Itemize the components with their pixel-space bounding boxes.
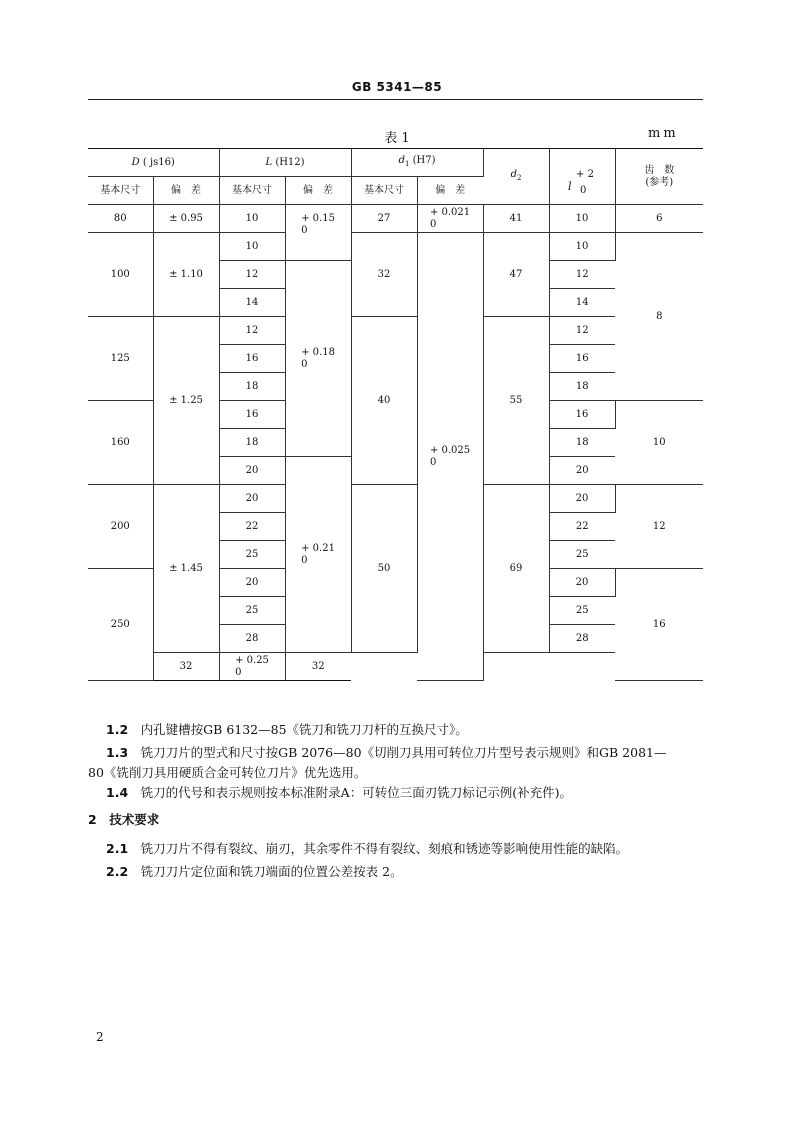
subheader-dev: 偏 差 xyxy=(285,177,351,205)
table-cell: 22 xyxy=(549,513,615,541)
table-cell: 16 xyxy=(219,345,285,373)
table-cell: 41 xyxy=(483,205,549,233)
paragraph-2-1: 2.1 铣刀刀片不得有裂纹、崩刃，其余零件不得有裂纹、刻痕和锈迹等影响使用性能的缺陷。 xyxy=(106,841,629,856)
table-cell: 18 xyxy=(549,373,615,401)
table-cell: 27 xyxy=(351,205,417,233)
table-cell: 14 xyxy=(219,289,285,317)
table-cell: ± 1.45 xyxy=(153,485,219,653)
table-cell: 12 xyxy=(219,261,285,289)
table-cell: 160 xyxy=(88,401,153,485)
page-number: 2 xyxy=(96,1030,104,1044)
table-cell: + 0.025 0 xyxy=(417,233,483,681)
table-cell: 32 xyxy=(153,653,219,681)
table-cell: 55 xyxy=(483,317,549,485)
table-cell: 16 xyxy=(549,345,615,373)
paragraph-1-2: 1.2 内孔键槽按GB 6132—85《铣刀和铣刀刀杆的互换尺寸》。 xyxy=(106,722,468,737)
table-cell: 80 xyxy=(88,205,153,233)
table-cell: 6 xyxy=(615,205,703,233)
table-cell: 16 xyxy=(219,401,285,429)
dimension-table xyxy=(88,148,703,681)
table-caption: 表 1 xyxy=(384,131,410,146)
table-cell: 20 xyxy=(219,485,285,513)
subheader-basic: 基本尺寸 xyxy=(351,177,417,205)
paragraph-1-3-cont: 80《铣削刀具用硬质合金可转位刀片》优先选用。 xyxy=(88,765,367,780)
table-cell: 10 xyxy=(549,205,615,233)
table-cell: 20 xyxy=(219,457,285,485)
table-cell: ± 0.95 xyxy=(153,205,219,233)
table-cell: 25 xyxy=(549,541,615,569)
table-cell: + 0.21 0 xyxy=(285,457,351,653)
table-cell: 200 xyxy=(88,485,153,569)
table-cell: + 0.18 0 xyxy=(285,261,351,457)
table-cell: 18 xyxy=(219,429,285,457)
table-cell: 20 xyxy=(549,485,615,513)
subheader-dev: 偏 差 xyxy=(153,177,219,205)
paragraph-2-2: 2.2 铣刀刀片定位面和铣刀端面的位置公差按表 2。 xyxy=(106,864,403,879)
subheader-basic: 基本尺寸 xyxy=(88,177,153,205)
paragraph-1-3: 1.3 铣刀刀片的型式和尺寸按GB 2076—80《切削刀具用可转位刀片型号表示规则》和GB 2081— xyxy=(106,745,667,760)
table-cell: 10 xyxy=(219,233,285,261)
table-cell: 16 xyxy=(549,401,615,429)
document-header: GB 5341—85 xyxy=(351,80,443,94)
table-cell: 14 xyxy=(549,289,615,317)
table-cell: 100 xyxy=(88,233,153,317)
table-cell: 20 xyxy=(549,569,615,597)
table-cell: 50 xyxy=(351,485,417,653)
table-cell: 12 xyxy=(549,261,615,289)
section-2-heading: 2 技术要求 xyxy=(88,812,160,827)
table-cell: 32 xyxy=(285,653,351,681)
paragraph-1-4: 1.4 铣刀的代号和表示规则按本标准附录A：可转位三面刃铣刀标记示例(补充件)。 xyxy=(106,785,572,800)
table-cell: 10 xyxy=(219,205,285,233)
subheader-dev: 偏 差 xyxy=(417,177,483,205)
table-cell: 25 xyxy=(219,541,285,569)
table-cell: 12 xyxy=(549,317,615,345)
table-cell: 32 xyxy=(351,233,417,317)
table-cell: 12 xyxy=(219,317,285,345)
table-cell: 18 xyxy=(549,429,615,457)
header-L: L (H12) xyxy=(219,149,351,177)
table-cell: ± 1.25 xyxy=(153,317,219,485)
table-cell: 16 xyxy=(615,569,703,681)
table-cell: 20 xyxy=(549,457,615,485)
header-D: D ( js16) xyxy=(88,149,219,177)
table-cell: 22 xyxy=(219,513,285,541)
header-rule xyxy=(88,99,703,100)
table-cell: 25 xyxy=(549,597,615,625)
subheader-basic: 基本尺寸 xyxy=(219,177,285,205)
table-cell: 28 xyxy=(219,625,285,653)
table-cell: 10 xyxy=(549,233,615,261)
table-cell: 8 xyxy=(615,233,703,401)
table-cell: 18 xyxy=(219,373,285,401)
table-cell: ± 1.10 xyxy=(153,233,219,317)
table-cell: 250 xyxy=(88,569,153,681)
table-cell: 25 xyxy=(219,597,285,625)
table-cell: 40 xyxy=(351,317,417,485)
header-teeth: 齿 数 (参考) xyxy=(615,149,703,205)
table-unit: mm xyxy=(648,126,679,141)
table-cell: 69 xyxy=(483,485,549,653)
table-cell: 10 xyxy=(615,401,703,485)
table-cell: 20 xyxy=(219,569,285,597)
header-d2: $d_2$ xyxy=(483,149,549,205)
table-cell: 47 xyxy=(483,233,549,317)
header-d1: $d_1$ (H7) xyxy=(351,149,483,177)
table-cell: + 0.021 0 xyxy=(417,205,483,233)
table-cell: 28 xyxy=(549,625,615,653)
table-cell: 125 xyxy=(88,317,153,401)
header-l: l + 2 0 xyxy=(549,149,615,205)
table-cell: + 0.25 0 xyxy=(219,653,285,681)
table-cell: 12 xyxy=(615,485,703,569)
table-cell: + 0.15 0 xyxy=(285,205,351,261)
